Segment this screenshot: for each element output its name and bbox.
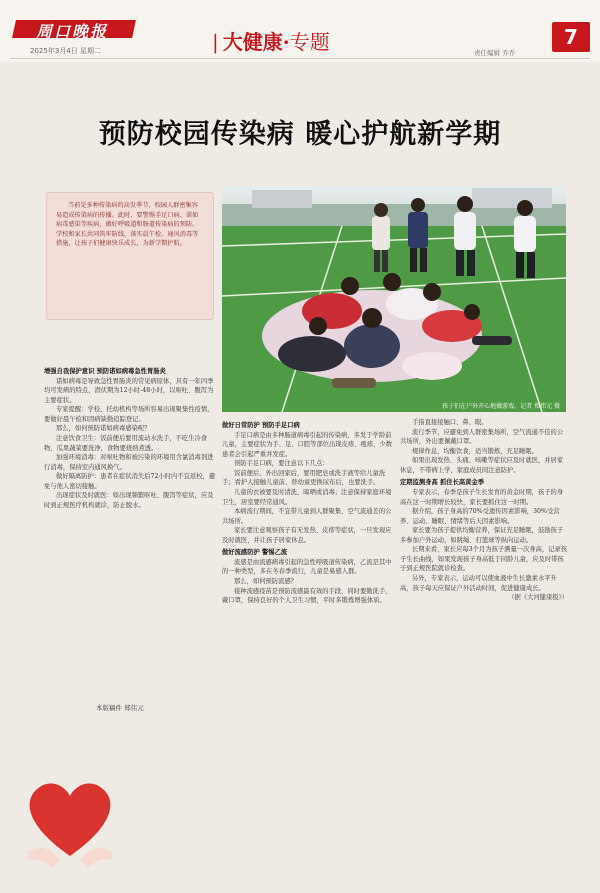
paragraph: 那么，如何预防流感？ (234, 578, 297, 585)
section-separator: · (282, 30, 290, 54)
paragraph: 规律作息，均衡饮食，适当锻炼，充足睡眠。 (412, 447, 538, 455)
heart-hands-icon (10, 756, 130, 876)
paragraph: 诺如病毒是导致急性胃肠炎的常见病原体，具有一年四季均可发病的特点，潜伏期为12小时-48小时，以呕吐、腹泻为主要症状。 (44, 377, 214, 404)
page-number: 7 (552, 22, 590, 52)
paragraph: 流行季节，应避免到人群密集场所，空气流通不佳的公共场所，外出要佩戴口罩。 (400, 428, 564, 446)
paragraph: 接种流感疫苗是预防流感最有效的手段，同时要勤洗手、戴口罩，保持良好的个人卫生习惯，平时多锻炼增强体质。 (222, 587, 392, 605)
intro-box: 当前是多种传染病的高发季节，校园人群密集容易造成传染病的传播。此时，要警惕手足口病、诺如病毒感染等疾病，做好呼吸道和肠道传染病的预防。学校和家长共同筑牢防线，落实晨午检、通风消毒等措施，让孩子们健康快乐成长，为新学期护航。 (46, 192, 214, 320)
paragraph: 据介绍，孩子身高的70%受遗传因素影响，30%受营养、运动、睡眠、情绪等后天因素影响。 (400, 508, 560, 525)
paragraph: 专家提醒：学校、托幼机构等场所容易出现聚集性疫情，要做好晨午检和因病缺勤追踪登记。 (44, 406, 214, 423)
section-title: | 大健康·专题 (212, 30, 330, 54)
subheading: 定期监测身高 抓住长高黄金季 (400, 479, 485, 487)
paragraph: 出现症状及时就医：如出现频繁呕吐、腹泻等症状，应及时到正规医疗机构就诊，防止脱水。 (44, 492, 214, 509)
paragraph: 手足口病是由多种肠道病毒引起的传染病，多发于学龄前儿童，主要症状为手、足、口腔等部位出现皮疹、疱疹，少数患者会引起严重并发症。 (222, 431, 393, 458)
subheading: 做好日常防护 预防手足口病 (222, 422, 300, 429)
issue-date: 2025年3月4日 星期二 (30, 47, 101, 55)
paragraph: 预防手足口病，要注意以下几点： (234, 460, 329, 468)
editor-credit: 责任编辑 乔乔 (474, 49, 516, 57)
paragraph: 长期来看，家长应每3个月为孩子测量一次身高，记录孩子生长曲线，如果发现孩子身高低于同龄儿童，应及时带孩子到正规医院就诊检查。 (400, 546, 568, 573)
section-name: 大健康 (222, 30, 283, 54)
photo-caption: 孩子们在户外开心地做游戏。记者 郑伟元 摄 (442, 403, 560, 410)
paragraph: 注意饮食卫生：饭前便后要用流动水洗手，不吃生冷食物，瓜果蔬菜要洗净，食物要烧熟煮透。 (44, 434, 208, 452)
paper-name: 周口晚报 (36, 22, 109, 41)
article-column-3 (400, 418, 568, 603)
paragraph: 另外，专家表示，运动可以使血液中生长激素水平升高，孩子每天应保证户外活动时间，促进健康成长。 (400, 575, 557, 592)
paragraph: 专家表示，春季是孩子生长发育的黄金时期，孩子的身高在这一时期增长较快，家长要抓住这一时期。 (400, 488, 564, 506)
subheading: 做好流感防护 警惕乙流 (222, 549, 288, 557)
paragraph: 儿童的衣被要及时清洗、晾晒或消毒；注意保持家庭环境卫生，居室要经常通风。 (222, 488, 392, 506)
paragraph: 手指直接接触口、鼻、眼。 (412, 419, 488, 426)
source-note: （据《大河健康报》） (508, 594, 568, 602)
paragraph: 家长要注意观察孩子有无发热、皮疹等症状，一旦发现应及时就医，并让孩子居家休息。 (222, 527, 392, 544)
header-divider (10, 58, 590, 59)
paragraph: 做好隔离防护：患者在症状消失后72小时内不宜返校，避免与他人密切接触。 (44, 473, 216, 490)
paper-logo (14, 18, 134, 40)
subheading: 增强自我保护意识 预防诺如病毒急性胃肠炎 (44, 368, 166, 375)
byline: 本版稿件 郑伟元 (96, 704, 144, 712)
children-playing-photo (222, 186, 566, 412)
paragraph: 饭前便后、外出回家后，要用肥皂或洗手液等给儿童洗手；看护人接触儿童前、替幼童更换尿布后，也要洗手。 (222, 469, 386, 487)
masthead (0, 0, 600, 62)
paragraph: 如果出现发热、头痛、咳嗽等症状应及时就医，并居家休息，不带病上学，家庭成员间注意防护。 (400, 457, 564, 474)
article-column-2 (222, 418, 394, 606)
news-photo (222, 186, 566, 412)
paragraph: 本病流行期间，不宜带儿童到人群聚集、空气流通差的公共场所。 (222, 508, 392, 525)
section-sub: 专题 (289, 30, 330, 54)
paragraph: 加强环境消毒：对呕吐物和被污染的环境用含氯消毒剂进行消毒，保持室内通风换气。 (44, 454, 214, 471)
article-column-1 (44, 364, 216, 510)
paragraph: 家长要为孩子提供均衡营养，保证充足睡眠，鼓励孩子多参加户外运动，如跳绳、打篮球等纵向运动。 (400, 527, 564, 544)
paragraph: 那么，如何预防诺如病毒感染呢？ (56, 425, 151, 433)
page-headline: 预防校园传染病 暖心护航新学期 (98, 119, 502, 150)
paragraph: 流感是由流感病毒引起的急性呼吸道传染病，乙流是其中的一种类型，多在冬春季流行，儿童是易感人群。 (222, 558, 392, 576)
